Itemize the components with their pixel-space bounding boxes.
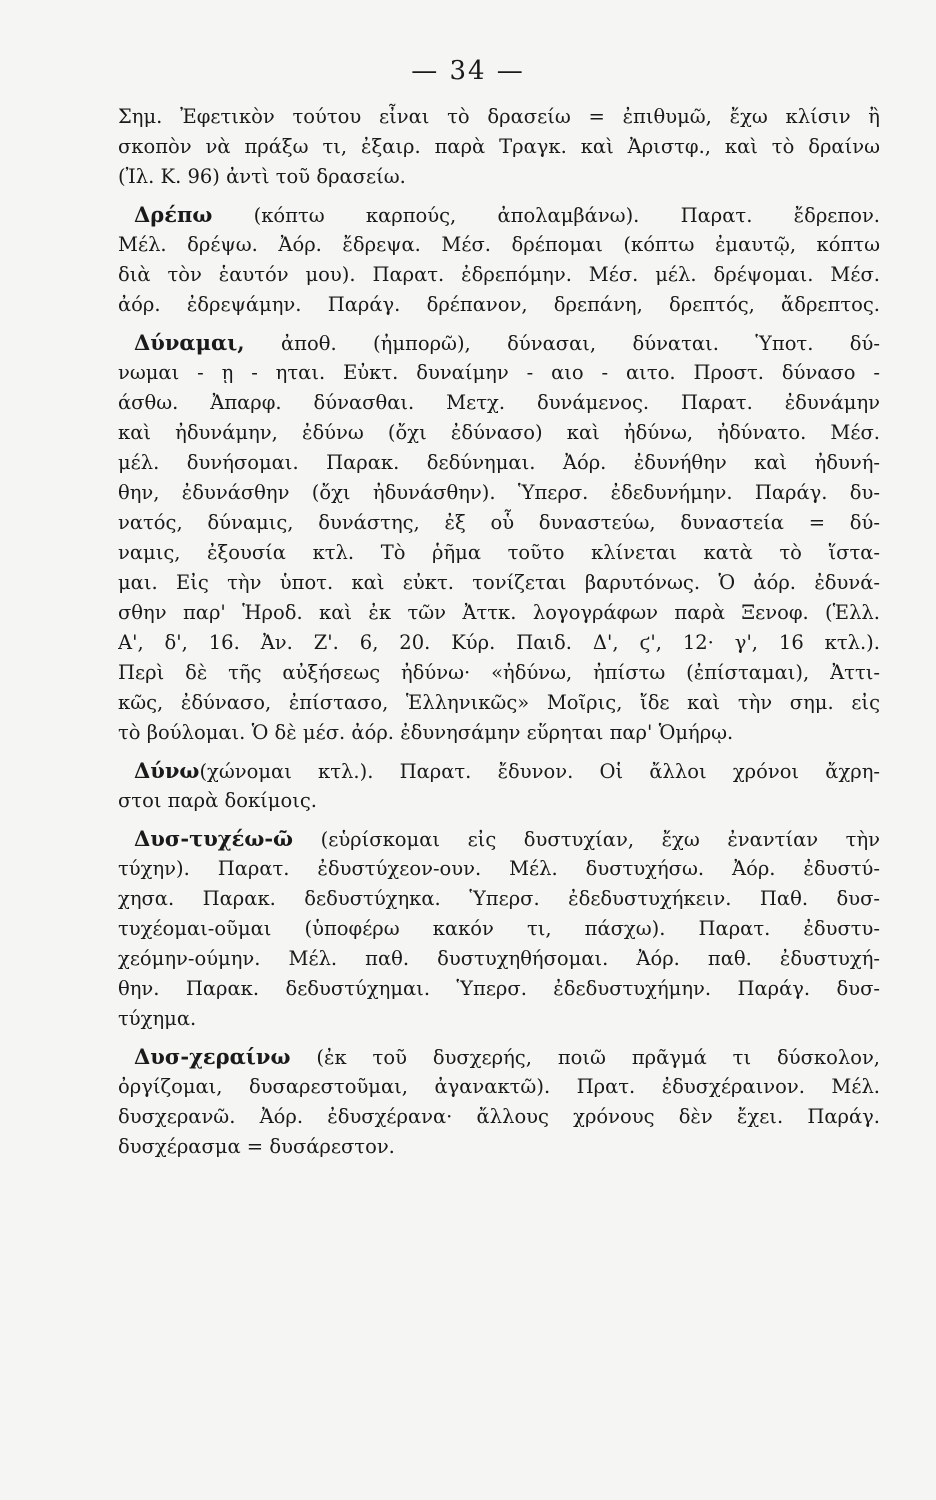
text-line: στοι παρὰ δοκίμοις. (118, 789, 317, 812)
text-line: (χώνομαι κτλ.). Παρατ. ἔδυνον. Οἱ ἄλλοι χρόνοι ἄχρη- (199, 760, 880, 783)
entry-headword: Δυσ-τυχέω-ῶ (134, 826, 294, 851)
text-line: χεόμην-ούμην. Μέλ. παθ. δυστυχηθήσομαι. Ἀόρ. παθ. ἐδυστυχή- (118, 947, 880, 970)
text-line: ἀόρ. ἐδρεψάμην. Παράγ. δρέπανον, δρεπάνη, δρεπτός, ἄδρεπτος. (118, 293, 880, 316)
text-line: νωμαι - ῃ - ηται. Εὐκτ. δυναίμην - αιο - αιτο. Προστ. δύνασο - (118, 361, 880, 384)
text-line: χησα. Παρακ. δεδυστύχηκα. Ὑπερσ. ἐδεδυστυχήκειν. Παθ. δυσ- (118, 887, 880, 910)
text-line: δυσχερανῶ. Ἀόρ. ἐδυσχέρανα· ἄλλους χρόνους δὲν ἔχει. Παράγ. (118, 1105, 880, 1128)
text-line: τύχημα. (118, 1007, 197, 1030)
text-line: Σημ. Ἐφετικὸν τούτου εἶναι τὸ δρασείω = ἐπιθυμῶ, ἔχω κλίσιν ἢ (118, 105, 880, 128)
text-line: (ἐκ τοῦ δυσχερής, ποιῶ πρᾶγμά τι δύσκολον, (290, 1046, 880, 1069)
text-body (118, 102, 880, 1162)
text-line: (εὑρίσκομαι εἰς δυστυχίαν, ἔχω ἐναντίαν τὴν (293, 828, 880, 851)
text-line: θην. Παρακ. δεδυστύχημαι. Ὑπερσ. ἐδεδυστυχήμην. Παράγ. δυσ- (118, 977, 880, 1000)
text-line: διὰ τὸν ἑαυτόν μου). Παρατ. ἐδρεπόμην. Μέσ. μέλ. δρέψομαι. Μέσ. (118, 263, 880, 286)
text-line: άσθω. Ἀπαρφ. δύνασθαι. Μετχ. δυνάμενος. Παρατ. ἐδυνάμην (118, 391, 880, 414)
text-line: καὶ ἠδυνάμην, ἐδύνω (ὄχι ἐδύνασο) καὶ ἠδύνω, ἠδύνατο. Μέσ. (118, 421, 880, 444)
note-paragraph (118, 102, 880, 192)
entry-headword: Δρέπω (134, 202, 213, 227)
text-line: μέλ. δυνήσομαι. Παρακ. δεδύνημαι. Ἀόρ. ἐδυνήθην καὶ ἠδυνή- (118, 451, 880, 474)
text-line: (Ἰλ. Κ. 96) ἀντὶ τοῦ δρασείω. (118, 165, 406, 188)
text-line: (κόπτω καρπούς, ἀπολαμβάνω). Παρατ. ἔδρεπον. (212, 204, 880, 227)
entry-headword: Δύνω (134, 758, 200, 783)
entry-dyno (118, 756, 880, 816)
entry-headword: Δύναμαι, (134, 330, 245, 355)
entry-dyscheraino (118, 1042, 880, 1162)
text-line: τύχην). Παρατ. ἐδυστύχεον-ουν. Μέλ. δυστυχήσω. Ἀόρ. ἐδυστύ- (118, 857, 880, 880)
text-line: μαι. Εἰς τὴν ὑποτ. καὶ εὐκτ. τονίζεται βαρυτόνως. Ὁ ἀόρ. ἐδυνά- (118, 571, 880, 594)
text-line: νατός, δύναμις, δυνάστης, ἐξ οὗ δυναστεύω, δυναστεία = δύ- (118, 511, 880, 534)
entry-headword: Δυσ-χεραίνω (134, 1044, 291, 1069)
text-line: σθην παρ' Ἡροδ. καὶ ἐκ τῶν Ἀττκ. λογογράφων παρὰ Ξενοφ. (Ἑλλ. (118, 601, 880, 624)
text-line: Περὶ δὲ τῆς αὐξήσεως ἠδύνω· «ἠδύνω, ἠπίστω (ἐπίσταμαι), Ἀττι- (118, 661, 880, 684)
text-line: τὸ βούλομαι. Ὁ δὲ μέσ. ἀόρ. ἐδυνησάμην εὕρηται παρ' Ὁμήρῳ. (118, 721, 734, 744)
entry-dystycheo (118, 824, 880, 1034)
entry-dynamai (118, 328, 880, 748)
text-line: κῶς, ἐδύνασο, ἐπίστασο, Ἑλληνικῶς» Μοῖρις, ἴδε καὶ τὴν σημ. εἰς (118, 691, 880, 714)
text-line: ὀργίζομαι, δυσαρεστοῦμαι, ἀγανακτῶ). Πρατ. ἐδυσχέραινον. Μέλ. (118, 1075, 880, 1098)
text-line: Α', δ', 16. Ἀν. Ζ'. 6, 20. Κύρ. Παιδ. Δ', ϛ', 12· γ', 16 κτλ.). (118, 631, 880, 654)
text-line: δυσχέρασμα = δυσάρεστον. (118, 1135, 395, 1158)
page-number: — 34 — (411, 56, 525, 86)
text-line: Μέλ. δρέψω. Ἀόρ. ἔδρεψα. Μέσ. δρέπομαι (κόπτω ἐμαυτῷ, κόπτω (118, 233, 880, 256)
text-line: θην, ἐδυνάσθην (ὄχι ἠδυνάσθην). Ὑπερσ. ἐδεδυνήμην. Παράγ. δυ- (118, 481, 880, 504)
text-line: ἀποθ. (ἠμπορῶ), δύνασαι, δύναται. Ὑποτ. δύ- (244, 332, 880, 355)
text-line: σκοπὸν νὰ πράξω τι, ἐξαιρ. παρὰ Τραγκ. καὶ Ἀριστφ., καὶ τὸ δραίνω (118, 135, 880, 158)
text-line: ναμις, ἐξουσία κτλ. Τὸ ῥῆμα τοῦτο κλίνεται κατὰ τὸ ἵστα- (118, 541, 880, 564)
text-line: τυχέομαι-οῦμαι (ὑποφέρω κακόν τι, πάσχω). Παρατ. ἐδυστυ- (118, 917, 880, 940)
entry-drepo (118, 200, 880, 320)
